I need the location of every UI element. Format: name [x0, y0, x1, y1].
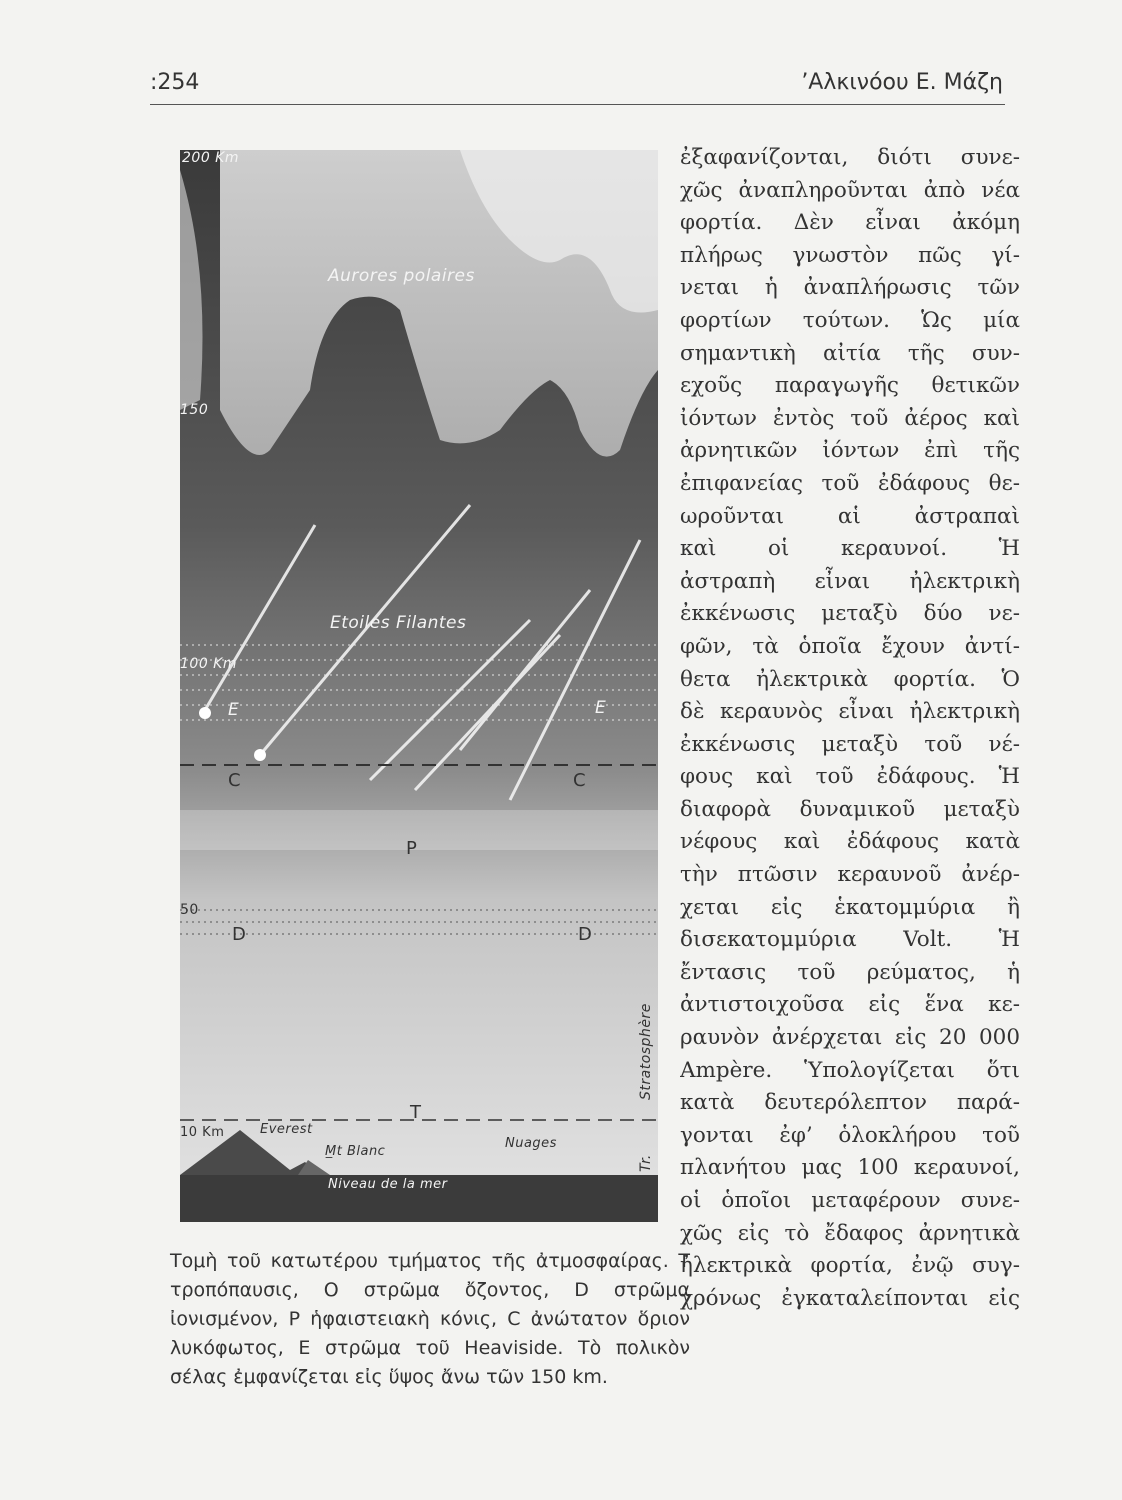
label-d-right: D	[578, 924, 593, 945]
figure-caption: Τομὴ τοῦ κατωτέρου τμήματος τῆς ἀτμοσφαίρας. Τ τροπόπαυσις, Ο στρῶμα ὄζοντος, D στρῶμα ἰονισμένον, Ρ ἡφαιστειακὴ κόνις, C ἀνώτατον ὅριον λυκόφωτος, Ε στρῶμα τοῦ Heaviside. Τὸ πολικὸν σέλας ἐμφανίζεται εἰς ὕψος ἄνω τῶν 150 km.	[170, 1250, 690, 1388]
label-10km: 10 Km	[180, 1125, 225, 1140]
body-line: Ampère. Ὑπολογίζεται ὅτι	[680, 1057, 1020, 1083]
label-everest: Everest	[260, 1122, 313, 1137]
label-e-right: E	[595, 698, 607, 718]
label-e-left: E	[228, 700, 240, 720]
body-text	[680, 142, 1020, 1315]
body-line: εχοῦς παραγωγῆς θετικῶν	[680, 373, 1020, 399]
body-line: χῶς ἀναπληροῦνται ἀπὸ νέα	[680, 177, 1020, 203]
body-line: δὲ κεραυνὸς εἶναι ἠλεκτρικὴ	[680, 699, 1020, 725]
label-c-right: C	[573, 770, 587, 791]
body-line: πλήρως γνωστὸν πῶς γί-	[680, 242, 1020, 268]
body-line: φορτίων τούτων. Ὡς μία	[680, 307, 1020, 333]
page-header	[150, 64, 1005, 105]
body-line: ἐκκένωσις μεταξὺ δύο νε-	[680, 601, 1020, 627]
label-aurores: Aurores polaires	[328, 266, 475, 286]
body-line: ἀστραπὴ εἶναι ἠλεκτρικὴ	[680, 568, 1020, 594]
body-line: κατὰ δευτερόλεπτον παρά-	[680, 1090, 1020, 1116]
body-line: ἔντασις τοῦ ρεύματος, ἡ	[680, 959, 1020, 985]
body-line: χρόνως ἐγκαταλείπονται εἰς	[680, 1285, 1020, 1311]
page-number: :254	[150, 70, 200, 95]
label-d-left: D	[232, 924, 247, 945]
body-line: ἠλεκτρικὰ φορτία, ἐνῷ συγ-	[680, 1253, 1020, 1279]
label-etoiles: Etoiles Filantes	[330, 613, 467, 633]
body-line: φους καὶ τοῦ ἐδάφους. Ἡ	[680, 764, 1020, 790]
body-line: δισεκατομμύρια Volt. Ἡ	[680, 927, 1020, 953]
label-sea-level: Niveau de la mer	[328, 1177, 448, 1192]
body-line: ἰόντων ἐντὸς τοῦ ἀέρος καὶ	[680, 405, 1020, 431]
atmosphere-figure	[180, 150, 658, 1222]
body-line: ἀντιστοιχοῦσα εἰς ἕνα κε-	[680, 992, 1020, 1018]
body-line: φορτία. Δὲν εἶναι ἀκόμη	[680, 210, 1020, 236]
label-stratosphere: Stratosphère	[638, 1003, 654, 1100]
label-150km: 150	[180, 402, 209, 418]
label-100km: 100 Km	[180, 656, 237, 672]
body-line: χῶς εἰς τὸ ἔδαφος ἀρνητικὰ	[680, 1220, 1020, 1246]
label-c-left: C	[228, 770, 242, 791]
body-line: νέφους καὶ ἐδάφους κατὰ	[680, 829, 1020, 855]
body-line: πλανήτου μας 100 κεραυνοί,	[680, 1155, 1020, 1181]
body-line: ωροῦνται αἱ ἀστραπαὶ	[680, 503, 1020, 529]
label-tr: Tr.	[638, 1154, 654, 1172]
label-200km: 200 Km	[182, 150, 239, 166]
body-line: ραυνὸν ἀνέρχεται εἰς 20 000	[680, 1025, 1020, 1051]
label-montblanc: M̲t Blanc	[325, 1144, 386, 1159]
body-line: χεται εἰς ἑκατομμύρια ἢ	[680, 894, 1020, 920]
body-line: φῶν, τὰ ὁποῖα ἔχουν ἀντί-	[680, 633, 1020, 659]
body-line: νεται ἡ ἀναπλήρωσις τῶν	[680, 275, 1020, 301]
body-line: ἀρνητικῶν ἰόντων ἐπὶ τῆς	[680, 438, 1020, 464]
body-line: ἐξαφανίζονται, διότι συνε-	[680, 145, 1020, 170]
body-line: ἐπιφανείας τοῦ ἐδάφους θε-	[680, 470, 1020, 496]
body-line: ἐκκένωσις μεταξὺ τοῦ νέ-	[680, 731, 1020, 757]
label-50km: 50	[180, 902, 199, 918]
label-p: P	[406, 838, 418, 859]
label-t: T	[410, 1102, 422, 1123]
body-line: τὴν πτῶσιν κεραυνοῦ ἀνέρ-	[680, 862, 1020, 888]
body-line: σημαντικὴ αἰτία τῆς συν-	[680, 340, 1020, 366]
body-line: θετα ἠλεκτρικὰ φορτία. Ὁ	[680, 666, 1020, 692]
label-nuages: Nuages	[505, 1136, 557, 1151]
body-line: γονται ἐφ’ ὁλοκλήρου τοῦ	[680, 1122, 1020, 1148]
running-head: ’Αλκινόου Ε. Μάζη	[801, 70, 1003, 95]
body-line: οἱ ὁποῖοι μεταφέρουν συνε-	[680, 1188, 1020, 1213]
body-line: καὶ οἱ κεραυνοί. Ἡ	[680, 536, 1020, 562]
body-line: διαφορὰ δυναμικοῦ μεταξὺ	[680, 796, 1020, 822]
atmosphere-illustration	[180, 150, 658, 1222]
